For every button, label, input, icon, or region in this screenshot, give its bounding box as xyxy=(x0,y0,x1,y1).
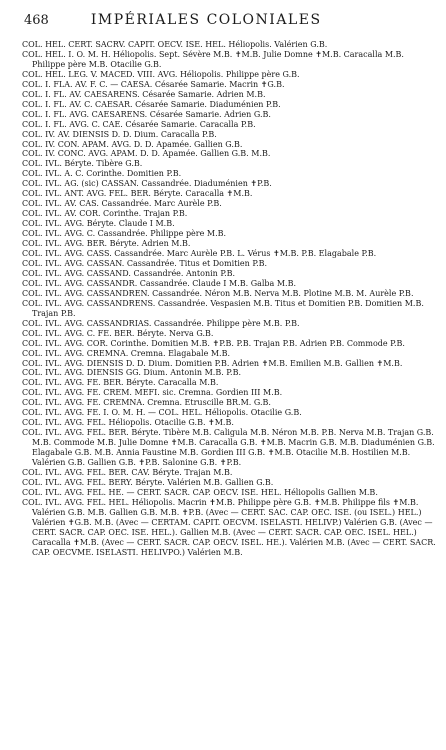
coin-entry: COL. IVL. AVG. CASSANDR. Cassandrée. Claude I M.B. Galba M.B. xyxy=(22,278,297,288)
coin-entry: COL. IVL. AVG. FEL. HE. — CERT. SACR. CAP. OECV. ISE. HEL. Héliopolis Gallien M.B. xyxy=(22,487,378,497)
page-number: 468 xyxy=(24,13,49,28)
coin-entry: COL. IVL. AVG. CASSAN. Cassandrée. Titus et Domitien P.B. xyxy=(22,258,268,268)
coin-entry: COL. IVL. AV. CAS. Cassandrée. Marc Aurèle P.B. xyxy=(22,199,222,209)
coin-entry: COL. I. FL. AV. CAESARENS. Césarée Samarie. Adrien M.B. xyxy=(22,89,266,99)
coin-entry: COL. IVL. AVG. FEL. Héliopolis. Otacilie G.B. ✝M.B. xyxy=(22,418,234,428)
coin-entry: COL. IVL. AVG. FE. BER. Béryte. Caracalla M.B. xyxy=(22,378,219,388)
coin-entry: COL. IVL. AVG. CASS. Cassandrée. Marc Aurèle P.B. L. Vérus ✝M.B. P.B. Elagabale P.B. xyxy=(22,249,377,259)
coin-entry: COL. I. FL. AV. C. CAESAR. Césarée Samarie. Diadu⁠ménien P.B. xyxy=(22,99,281,109)
coin-entry: COL. IVL. AVG. CASSANDREN. Cassandrée. Néron M.B. Nerva M.B. Plotine M.B. M. Aurèle P.B. xyxy=(22,288,414,298)
coin-entry: COL. IVL. AV. COR. Corinthe. Trajan P.B. xyxy=(22,209,188,219)
coin-entry: COL. IVL. Béryte. Tibère G.B. xyxy=(22,159,143,169)
coin-entry-list xyxy=(22,40,436,558)
coin-entry: COL. I. FL. AVG. C. CAE. Césarée Samarie. Caracalla P.B. xyxy=(22,119,256,129)
coin-entry: COL. HEL. I. O. M. H. Héliopolis. Sept. Sévère M.B. ✝M.B. Julie Domne ✝M.B. Caracalla M.B. Philippe père M.B. Otacilie G.B. xyxy=(22,49,404,69)
coin-entry: COL. I. FL. AVG. CAESARENS. Césarée Samarie. Adrien G.B. xyxy=(22,109,271,119)
coin-entry: COL. IVL. AVG. C. Cassandrée. Philippe père M.B. xyxy=(22,229,227,239)
coin-entry: COL. IVL. AVG. C. FE. BER. Béryte. Nerva G.B. xyxy=(22,328,214,338)
coin-entry: COL. I. FLA. AV. F. C. — CAESA. Césarée Samarie. Macrin ✝G.B. xyxy=(22,79,285,89)
coin-entry: COL. IVL. AG. (sic) CASSAN. Cassandrée. Diadu⁠ménien ✝P.B. xyxy=(22,179,272,189)
coin-entry: COL. IVL. AVG. CASSANDRENS. Cassandrée. Vespasien M.B. Titus et Domitien P.B. Domitien M.B. Trajan P.B. xyxy=(22,298,424,318)
coin-entry: COL. IVL. AVG. FEL. HEL. Héliopolis. Macrin ✝M.B. Philippe père G.B. ✝M.B. Philippe fils ✝M.B. Valérien G.B. M.B. Gallien G.B. M.B. ✝P.B. (Avec — CERT. SAC. CAP. OEC. ISE. (ou ISEL.) HEL.) Valérien ✝G.B. M.B. (Avec — CERTAM. CAPIT. OECVM. ISELASTI. HELIVP.) Valérien G.B. (Avec — CERT. SACR. CAP. OEC. ISE. HEL.). Gallien M.B. (Avec — CERT. SACR. CAP. OEC. ISEL. HEL.) Caracalla ✝M.B. (Avec — CERT. SACR. CAP. OECV. ISEL. HE.). Valérien M.B. (Avec — CERT. SACR. CAP. OECVME. ISELASTI. HELIVPO.) Valérien M.B. xyxy=(22,497,436,557)
coin-entry: COL. IVL. AVG. BER. Béryte. Adrien M.B. xyxy=(22,239,191,249)
coin-entry: COL. IVL. AVG. CREMNA. Cremna. Elagabale M.B. xyxy=(22,348,231,358)
coin-entry: COL. IVL. AVG. DIENSIS D. D. Dium. Domitien P.B. Adrien ✝M.B. Emilien M.B. Gallien ✝M.B. xyxy=(22,358,403,368)
coin-entry: COL. IVL. AVG. FE. CREMNA. Cremna. Etruscille BR.M. G.B. xyxy=(22,398,271,408)
coin-entry: COL. IVL. AVG. COR. Corinthe. Domitien M.B. ✝P.B. P.B. Trajan P.B. Adrien P.B. Commode P.B. xyxy=(22,338,405,348)
coin-entry: COL. IVL. AVG. FEL. BERY. Béryte. Valérien M.B. Gallien G.B. xyxy=(22,477,274,487)
coin-entry: COL. IVL. AVG. DIENSIS GG. Dium. Antonin M.B. P.B. xyxy=(22,368,242,378)
coin-entry: COL. IV. CON. APAM. AVG. D. D. Apamée. Gallien G.B. xyxy=(22,139,243,149)
coin-entry: COL. IVL. AVG. FE. CREM. MEFI. sic. Cremna. Gordien III M.B. xyxy=(22,388,283,398)
coin-entry: COL. IV. CONC. AVG. APAM. D. D. Apamée. Gallien G.B. M.B. xyxy=(22,149,271,159)
page-header xyxy=(22,12,436,38)
coin-entry: COL. IVL. AVG. FEL. BER. Béryte. Tibère M.B. Caligula M.B. Néron M.B. P.B. Nerva M.B. Trajan G.B. M.B. Commode M.B. Julie Domne ✝M.B. Caracalla G.B. ✝M.B. Macrin G.B. M.B. Diadu⁠ménien G.B. Elagabale G.B. M.B. Annia Faustine M.B. Gordien III G.B. ✝M.B. Otacilie M.B. Hostilien M.B. Valérien G.B. Gallien G.B. ✝P.B. Salonine G.B. ✝P.B. xyxy=(22,428,435,468)
coin-entry: COL. IVL. AVG. FEL. BER. CAV. Béryte. Trajan M.B. xyxy=(22,467,233,477)
running-title: IMPÉRIALES COLONIALES xyxy=(90,12,322,28)
coin-entry: COL. HEL. LEG. V. MACED. VIII. AVG. Héliopolis. Philippe père G.B. xyxy=(22,69,300,79)
coin-entry: COL. IVL. AVG. CASSAND. Cassandrée. Antonin P.B. xyxy=(22,268,236,278)
coin-entry: COL. IV. AV. DIENSIS D. D. Dium. Caracalla P.B. xyxy=(22,129,217,139)
coin-entry: COL. IVL. ANT. AVG. FEL. BER. Béryte. Caracalla ✝M.B. xyxy=(22,189,253,199)
coin-entry: COL. HEL. CERT. SACRV. CAPIT. OECV. ISE. HEL. Héliopolis. Valérien G.B. xyxy=(22,40,328,49)
coin-entry: COL. IVL. A. C. Corinthe. Domitien P.B. xyxy=(22,169,182,179)
coin-entry: COL. IVL. AVG. CASSANDRIAS. Cassandrée. Philippe père M.B. P.B. xyxy=(22,318,300,328)
coin-entry: COL. IVL. AVG. FE. I. O. M. H. — COL. HEL. Héliopolis. Otacilie G.B. xyxy=(22,408,302,418)
coin-entry: COL. IVL. AVG. Béryte. Claude I M.B. xyxy=(22,219,175,229)
